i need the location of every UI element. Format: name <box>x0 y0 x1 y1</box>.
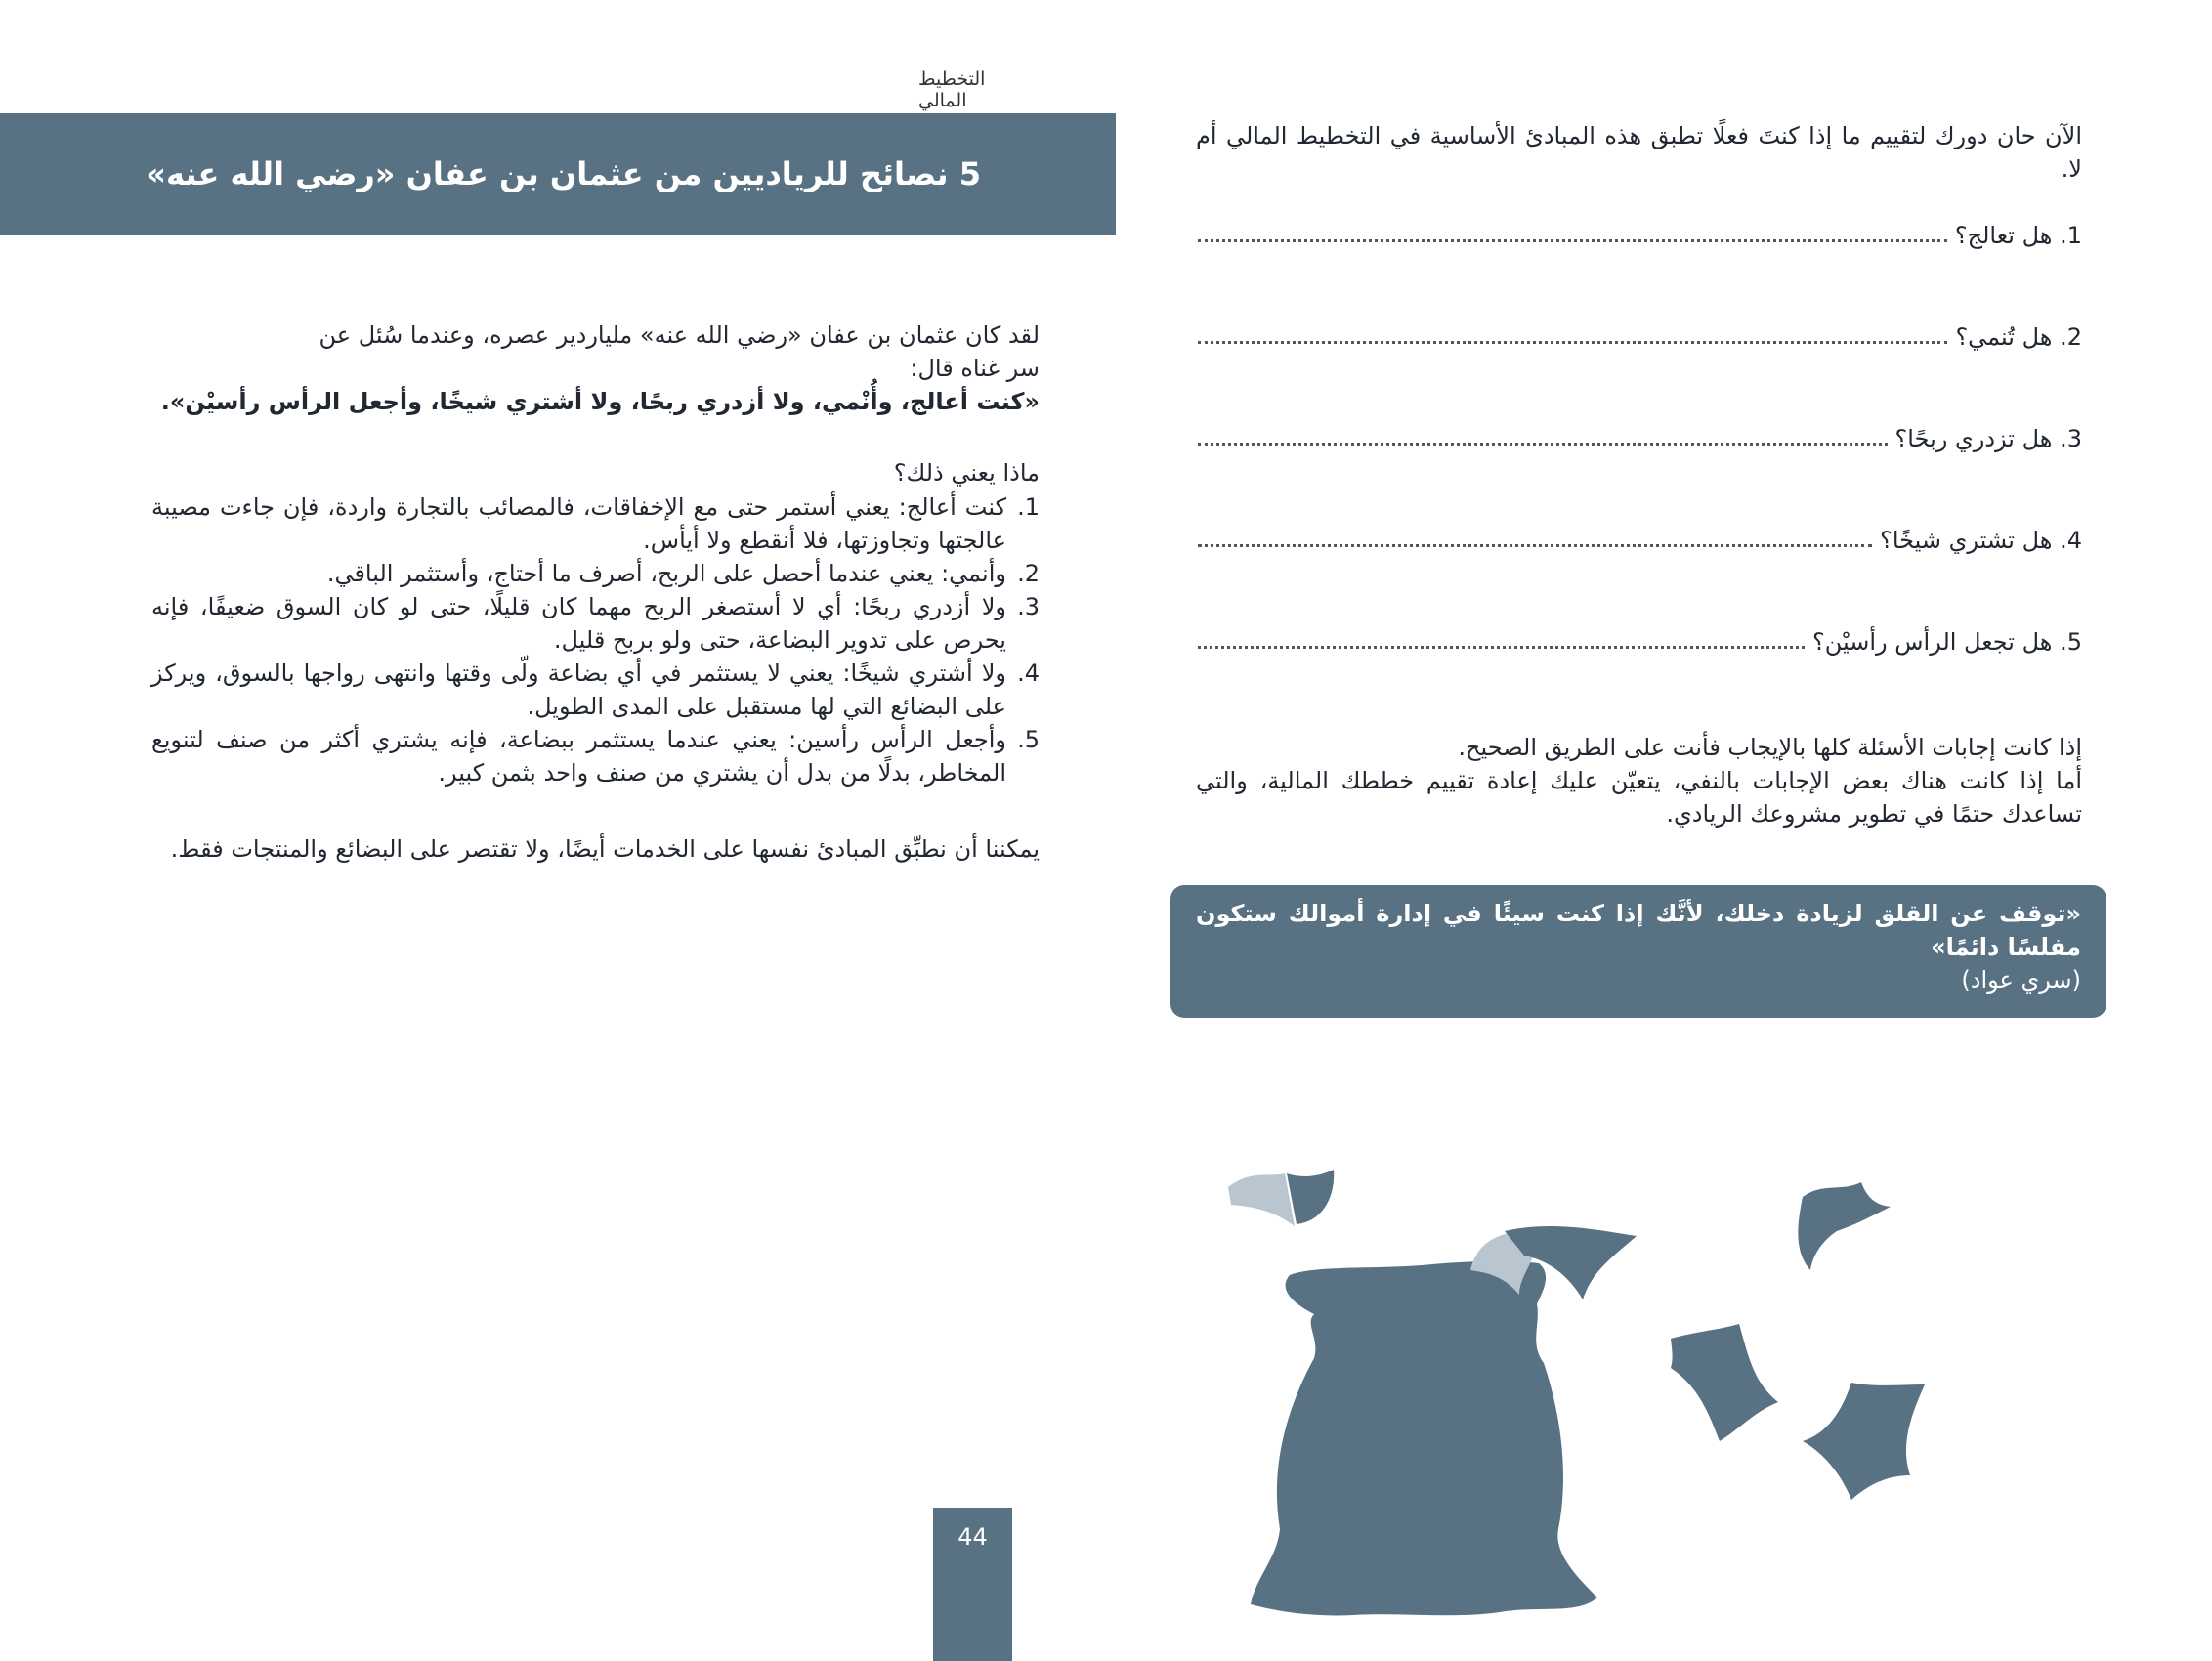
question-text: هل تعالج؟ <box>1954 222 2053 249</box>
flying-bill-icon <box>1803 1383 1925 1500</box>
question-text: هل تشتري شيخًا؟ <box>1880 527 2053 554</box>
othman-quote: «كنت أعالج، وأُنْمي، ولا أزدري ربحًا، ولا أشتري شيخًا، وأجعل الرأس رأسيْن». <box>160 388 1040 415</box>
item-text: وأنمي: يعني عندما أحصل على الربح، أصرف ما أحتاج، وأستثمر الباقي. <box>326 560 1006 587</box>
verdict-line: أما إذا كانت هناك بعض الإجابات بالنفي، يتعيّن عليك إعادة تقييم خططك المالية، والتي تساعدك حتمًا في تطوير مشروعك الريادي. <box>1196 767 2082 828</box>
list-item <box>151 490 1040 557</box>
answer-line[interactable] <box>1198 239 1947 242</box>
question-text: هل تُنمي؟ <box>1955 323 2053 351</box>
answer-line[interactable] <box>1198 341 1947 344</box>
question-text: هل تزدري ربحًا؟ <box>1894 425 2053 452</box>
running-head: التخطيط المالي <box>918 68 986 111</box>
item-number: 5. <box>1017 726 1040 753</box>
item-number: 1. <box>1017 493 1040 521</box>
question-number: 1. <box>2060 222 2082 249</box>
flying-bill-icon <box>1287 1170 1334 1224</box>
list-item <box>151 657 1040 723</box>
points-list <box>151 490 1040 789</box>
verdict-paragraph <box>1196 731 2082 830</box>
question-number: 4. <box>2060 527 2082 554</box>
flying-bill-icon <box>1798 1182 1891 1270</box>
question-row <box>1198 524 2082 557</box>
item-text: وأجعل الرأس رأسين: يعني عندما يستثمر ببضاعة، فإنه يشتري أكثر من صنف لتنويع المخاطر، بدلًا من بدل أن يشتري من صنف واحد بثمن كبير. <box>151 726 1006 787</box>
item-number: 4. <box>1017 660 1040 687</box>
question-number: 2. <box>2060 323 2082 351</box>
question-number: 5. <box>2060 628 2082 656</box>
money-bag-illustration <box>1226 1168 2008 1627</box>
intro-line: لقد كان عثمان بن عفان «رضي الله عنه» ملياردير عصره، وعندما سُئل عن <box>319 321 1040 349</box>
page-number: 44 <box>957 1523 988 1551</box>
item-number: 2. <box>1017 560 1040 587</box>
page-number-box <box>933 1508 1012 1661</box>
assessment-intro: الآن حان دورك لتقييم ما إذا كنتَ فعلًا تطبق هذه المبادئ الأساسية في التخطيط المالي أم لا. <box>1196 122 2082 183</box>
title-band <box>0 113 1116 235</box>
question-text: هل تجعل الرأس رأسيْن؟ <box>1811 628 2053 656</box>
item-text: ولا أشتري شيخًا: يعني لا يستثمر في أي بضاعة ولّى وقتها وانتهى رواجها بالسوق، ويركز على البضائع التي لها مستقبل على المدى الطويل. <box>151 660 1006 720</box>
question-row <box>1198 625 2082 659</box>
quote-box <box>1170 885 2106 1018</box>
quote-text: «توقف عن القلق لزيادة دخلك، لأنَّك إذا كنت سيئًا في إدارة أموالك ستكون مفلسًا دائمًا» <box>1196 900 2081 960</box>
intro-paragraph <box>151 319 1040 418</box>
question-row <box>1198 422 2082 455</box>
answer-line[interactable] <box>1198 443 1888 446</box>
closing-note: يمكننا أن نطبِّق المبادئ نفسها على الخدمات أيضًا، ولا تقتصر على البضائع والمنتجات فقط. <box>170 835 1040 863</box>
list-item <box>151 590 1040 657</box>
question-number: 3. <box>2060 425 2082 452</box>
list-item <box>151 723 1040 789</box>
item-number: 3. <box>1017 593 1040 620</box>
answer-line[interactable] <box>1198 544 1872 547</box>
intro-line: سر غناه قال: <box>910 355 1040 382</box>
answer-line[interactable] <box>1198 646 1805 649</box>
money-bag-icon <box>1251 1261 1597 1616</box>
section-question: ماذا يعني ذلك؟ <box>893 459 1040 487</box>
question-row <box>1198 219 2082 252</box>
question-row <box>1198 320 2082 354</box>
item-text: ولا أزدري ربحًا: أي لا أستصغر الربح مهما كان قليلًا، حتى لو كان السوق ضعيفًا، فإنه يحرص على تدوير البضاعة، حتى ولو بربح قليل. <box>151 593 1006 654</box>
verdict-line: إذا كانت إجابات الأسئلة كلها بالإيجاب فأنت على الطريق الصحيح. <box>1458 734 2082 761</box>
quote-author: (سري عواد) <box>1961 966 2081 994</box>
page-title: 5 نصائح للرياديين من عثمان بن عفان «رضي الله عنه» <box>146 155 981 192</box>
flying-bill-icon <box>1228 1173 1295 1226</box>
list-item <box>151 557 1040 590</box>
item-text: كنت أعالج: يعني أستمر حتى مع الإخفاقات، فالمصائب بالتجارة واردة، فإن جاءت مصيبة عالجتها وتجاوزتها، فلا أنقطع ولا أيأس. <box>151 493 1006 554</box>
flying-bill-icon <box>1671 1324 1778 1441</box>
